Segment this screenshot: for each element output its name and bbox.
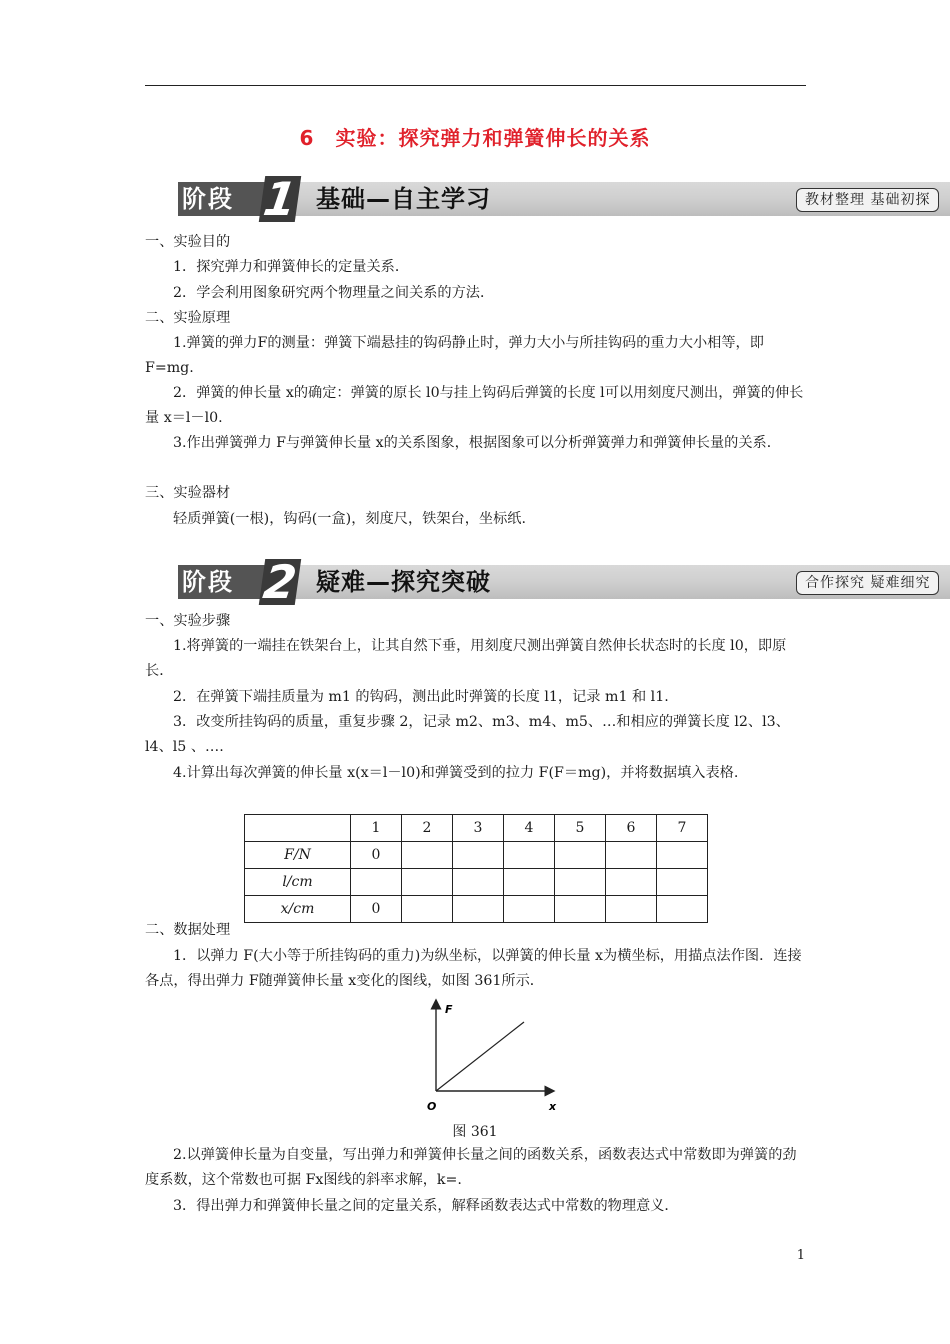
heading-steps: 一、实验步骤: [145, 613, 231, 629]
principle-item-2: 2．弹簧的伸长量 x的确定：弹簧的原长 l0与挂上钩码后弹簧的长度 l可以用刻度尺测出，弹簧的伸长量 x＝l－l0.: [145, 385, 804, 426]
data-item-1: 1．以弹力 F(大小等于所挂钩码的重力)为纵坐标，以弹簧的伸长量 x为横坐标，用描点法作图．连接各点，得出弹力 F随弹簧伸长量 x变化的图线，如图 361所示．: [145, 948, 802, 989]
figure-caption: 图 361: [452, 1124, 498, 1140]
table-cell: [657, 842, 708, 869]
table-cell: [555, 869, 606, 896]
force-line: [436, 1022, 524, 1091]
table-cell: 1: [351, 815, 402, 842]
table-cell: x/cm: [245, 896, 351, 923]
stage-number: 1: [260, 172, 300, 226]
heading-purpose: 一、实验目的: [145, 234, 231, 250]
principle-item-1: 1.弹簧的弹力F的测量：弹簧下端悬挂的钩码静止时，弹力大小与所挂钩码的重力大小相等，即 F=mg.: [145, 335, 764, 376]
stage-label: 阶段: [178, 565, 268, 599]
step-item-1: 1.将弹簧的一端挂在铁架台上，让其自然下垂，用刻度尺测出弹簧自然伸长状态时的长度 l0，即原长．: [145, 638, 787, 679]
y-axis-label: F: [445, 1003, 453, 1016]
table-row: [245, 842, 708, 869]
table-cell: l/cm: [245, 869, 351, 896]
stage-heading: 疑难—探究突破: [316, 568, 491, 596]
step-item-3: 3．改变所挂钩码的质量，重复步骤 2，记录 m2、m3、m4、m5、…和相应的弹簧长度 l2、l3、l4、l5 、….: [145, 714, 790, 755]
stage-tag: 教材整理 基础初探: [796, 188, 939, 212]
stage-label: 阶段: [178, 182, 268, 216]
table-cell: 0: [351, 896, 402, 923]
stage-2-banner: [178, 555, 950, 609]
table-cell: [657, 869, 708, 896]
force-extension-figure: [418, 998, 568, 1116]
stage-1-banner: [178, 172, 950, 226]
table-cell: [453, 842, 504, 869]
header-rule: [145, 85, 806, 86]
table-cell: 7: [657, 815, 708, 842]
table-cell: 2: [402, 815, 453, 842]
table-cell: [402, 842, 453, 869]
purpose-item-2: 2．学会利用图象研究两个物理量之间关系的方法．: [173, 285, 495, 301]
origin-label: O: [427, 1100, 437, 1113]
table-header-row: [245, 815, 708, 842]
step-item-4: 4.计算出每次弹簧的伸长量 x(x＝l－l0)和弹簧受到的拉力 F(F＝mg)，并将数据填入表格.: [173, 765, 739, 781]
table-cell: [453, 869, 504, 896]
table-cell: [351, 869, 402, 896]
table-cell: [245, 815, 351, 842]
stage-tag: 合作探究 疑难细究: [796, 571, 939, 595]
purpose-item-1: 1．探究弹力和弹簧伸长的定量关系．: [173, 259, 410, 275]
step-item-2: 2．在弹簧下端挂质量为 m1 的钩码，测出此时弹簧的长度 l1，记录 m1 和 l1.: [173, 689, 669, 705]
table-cell: 4: [504, 815, 555, 842]
principle-item-3: 3.作出弹簧弹力 F与弹簧伸长量 x的关系图象，根据图象可以分析弹簧弹力和弹簧伸长量的关系．: [173, 435, 781, 451]
table-cell: [504, 869, 555, 896]
table-cell: [555, 842, 606, 869]
stage-heading: 基础—自主学习: [316, 185, 491, 213]
page-number: 1: [796, 1248, 805, 1263]
data-item-2: 2.以弹簧伸长量为自变量，写出弹力和弹簧伸长量之间的函数关系，函数表达式中常数即为弹簧的劲度系数，这个常数也可据 Fx图线的斜率求解，k=.: [145, 1147, 797, 1188]
table-cell: 3: [453, 815, 504, 842]
heading-principle: 二、实验原理: [145, 310, 231, 326]
table-cell: [606, 869, 657, 896]
data-item-3: 3．得出弹力和弹簧伸长量之间的定量关系，解释函数表达式中常数的物理意义．: [173, 1198, 679, 1214]
table-cell: 0: [351, 842, 402, 869]
table-cell: [402, 869, 453, 896]
equipment-list: 轻质弹簧(一根)，钩码(一盒)，刻度尺，铁架台，坐标纸.: [173, 511, 526, 527]
table-cell: [606, 842, 657, 869]
heading-data-processing: 二、数据处理: [145, 922, 231, 938]
table-cell: 6: [606, 815, 657, 842]
stage-number: 2: [260, 555, 300, 609]
data-table: [244, 814, 708, 923]
page-title: 6 实验：探究弹力和弹簧伸长的关系: [299, 126, 651, 150]
x-axis-label: x: [549, 1100, 557, 1113]
table-row: [245, 869, 708, 896]
table-cell: F/N: [245, 842, 351, 869]
table-cell: [504, 842, 555, 869]
heading-equipment: 三、实验器材: [145, 485, 231, 501]
table-cell: 5: [555, 815, 606, 842]
